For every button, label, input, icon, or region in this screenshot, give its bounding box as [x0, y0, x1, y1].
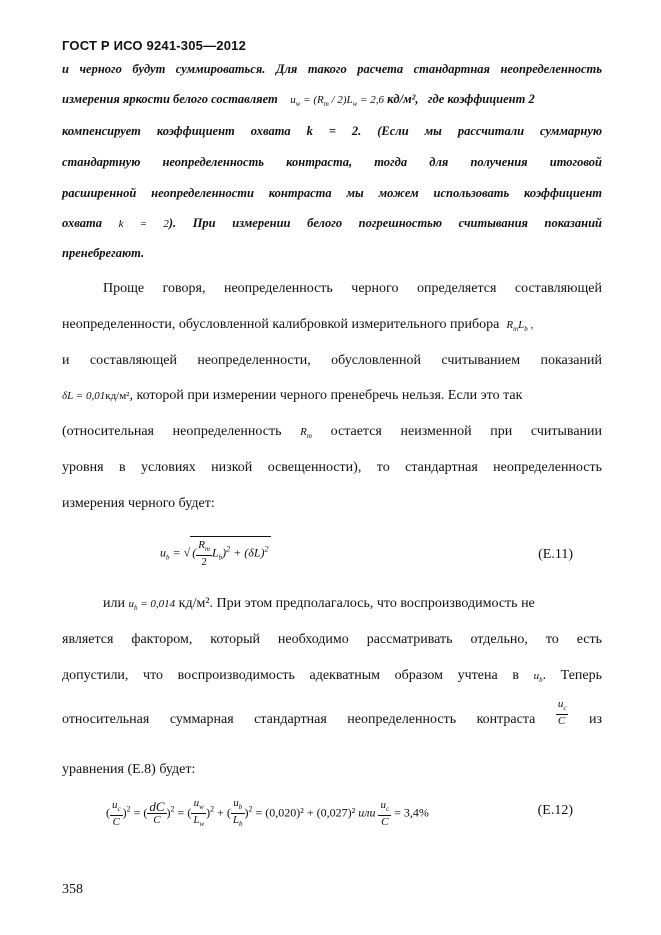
- para2-line-5: уравнения (E.8) будет:: [62, 762, 196, 777]
- para1-line-7: измерения черного будет:: [62, 496, 215, 511]
- equation-e12-result: = 3,4%: [394, 805, 429, 820]
- para2-line-1: [103, 596, 602, 612]
- white-uncertainty-unit: кд/м²,: [387, 92, 419, 106]
- equation-e11: $u_b$ = √ ( $\frac{R_m}{2}$ $L_b)^2 + (\delta L)^2$: [160, 536, 271, 568]
- italic-line-2: [62, 92, 602, 108]
- ub-value-formula: $u_b = 0,014$: [128, 598, 176, 613]
- italic-line-6-end: ). При измерении белого погрешностью считывания показаний: [168, 216, 603, 230]
- para2-line-3-end: . Теперь: [542, 668, 603, 683]
- para1-line-4-text: , которой при измерении черного пренебречь нельзя. Если это так: [129, 388, 523, 403]
- para1-line-1: Проще говоря, неопределенность черного определяется составляющей: [103, 281, 602, 296]
- italic-line-2-start: измерения яркости белого составляет: [62, 92, 278, 106]
- para1-line-5: [62, 424, 602, 440]
- para1-line-2: [62, 317, 602, 333]
- para2-line-3-start: допустили, что воспроизводимость адекватным образом учтена в: [62, 668, 519, 683]
- equation-e12: ( $\frac{u_c}{C}$ )$^2$ = ( $\frac{dC}{C}$ )$^2$ = ( $\frac{u_w}{L_w}$ )$^2$ + ( $\frac{u_b}{L_b}$ )$^2$ = (0,020)² + (0,027)² или $\frac{u_c}{C}$ = 3,4%: [106, 797, 429, 829]
- rm-formula: $R_m$: [300, 426, 312, 441]
- para2-line-4-start: относительная суммарная стандартная неопределенность контраста: [62, 712, 536, 727]
- para2-line-2: является фактором, который необходимо рассматривать отдельно, то есть: [62, 632, 602, 647]
- equation-e12-label: (E.12): [537, 803, 573, 818]
- italic-line-3: компенсирует коэффициент охвата k = 2. (Если мы рассчитали суммарную: [62, 124, 602, 138]
- italic-line-4: стандартную неопределенность контраста, тогда для получения итоговой: [62, 155, 602, 169]
- italic-line-6-start: охвата: [62, 216, 102, 230]
- italic-line-1: и черного будут суммироваться. Для такого расчета стандартная неопределенность: [62, 62, 602, 76]
- para2-line-1-start: или: [103, 596, 125, 611]
- reading-uncertainty-formula: δL = 0,01кд/м²: [62, 390, 130, 402]
- italic-line-7: пренебрегают.: [62, 246, 145, 260]
- para1-line-5-end: остается неизменной при считывании: [330, 424, 603, 439]
- equation-e12-or: или: [358, 805, 376, 820]
- para1-line-3: и составляющей неопределенности, обусловленной считыванием показаний: [62, 353, 602, 368]
- para1-line-2-text: неопределенности, обусловленной калибровкой измерительного прибора: [62, 317, 500, 332]
- equation-e12-values: = (0,020)² + (0,027)²: [255, 805, 356, 820]
- para1-line-6: уровня в условиях низкой освещенности), то стандартная неопределенность: [62, 460, 602, 475]
- para1-line-5-start: (относительная неопределенность: [62, 424, 282, 439]
- para2-line-4-end: из: [588, 712, 603, 727]
- para2-line-1-end: кд/м². При этом предполагалось, что воспроизводимость не: [178, 596, 535, 611]
- italic-line-6: [62, 216, 602, 231]
- uc-over-c-fraction: $\frac{u_c}{C}$: [557, 698, 567, 728]
- white-uncertainty-formula: $u_w = (R_m / 2)L_w = 2,6$: [290, 94, 384, 109]
- para1-line-4: [62, 388, 602, 404]
- coverage-factor-formula: k = 2: [118, 218, 169, 230]
- rm-lb-formula: $R_mL_b$ ,: [506, 319, 534, 334]
- italic-line-5: расширенной неопределенности контраста мы можем использовать коэффициент: [62, 186, 602, 200]
- ub-formula: $u_b$: [533, 670, 543, 685]
- italic-line-2-end: где коэффициент 2: [427, 92, 535, 106]
- document-header: ГОСТ Р ИСО 9241-305—2012: [62, 38, 247, 53]
- para2-line-4: [62, 698, 603, 728]
- equation-e11-label: (E.11): [538, 547, 573, 562]
- para2-line-3: [62, 668, 602, 684]
- page-number: 358: [62, 882, 83, 897]
